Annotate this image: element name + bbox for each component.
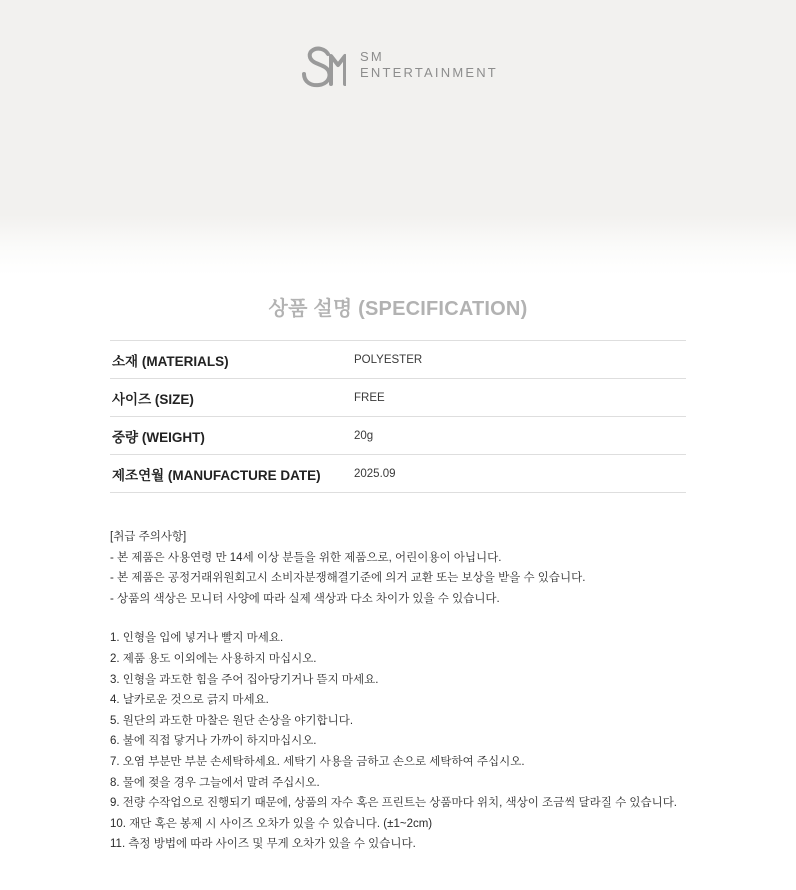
brand-line-1: SM	[360, 48, 384, 64]
brand-logo	[0, 40, 796, 90]
spec-label: 중량 (WEIGHT)	[110, 417, 352, 455]
table-row	[110, 455, 686, 493]
spec-value: 20g	[352, 417, 686, 455]
note-item: 3. 인형을 과도한 힘을 주어 집아당기거나 뜯지 마세요.	[110, 673, 379, 686]
spec-value: POLYESTER	[352, 341, 686, 379]
spec-value: FREE	[352, 379, 686, 417]
note-item: 9. 전량 수작업으로 진행되기 때문에, 상품의 자수 혹은 프린트는 상품마다 위치, 색상이 조금씩 달라질 수 있습니다.	[110, 797, 678, 810]
spec-label: 소재 (MATERIALS)	[110, 341, 352, 379]
note-item: 10. 재단 혹은 봉제 시 사이즈 오차가 있을 수 있습니다. (±1~2cm)	[110, 817, 433, 830]
spec-label: 사이즈 (SIZE)	[110, 379, 352, 417]
caution-notes	[110, 527, 710, 855]
notes-spacer	[110, 609, 710, 628]
spec-section-title: 상품 설명 (SPECIFICATION)	[268, 298, 528, 320]
note-item: 8. 물에 젖을 경우 그늘에서 말려 주십시오.	[110, 776, 320, 789]
note-item: 2. 제품 용도 이외에는 사용하지 마십시오.	[110, 652, 317, 665]
note-item: 6. 불에 직접 닿거나 가까이 하지마십시오.	[110, 735, 317, 748]
caution-line: - 본 제품은 사용연령 만 14세 이상 분들을 위한 제품으로, 어린이용이 아닙니다.	[110, 551, 502, 564]
brand-wordmark	[360, 49, 498, 82]
notes-heading: [취급 주의사항]	[110, 531, 187, 543]
table-row	[110, 417, 686, 455]
table-row	[110, 379, 686, 417]
note-item: 7. 오염 부분만 부분 손세탁하세요. 세탁기 사용을 금하고 손으로 세탁하여 주십시오.	[110, 755, 525, 768]
note-item: 4. 날카로운 것으로 긁지 마세요.	[110, 694, 269, 707]
caution-line: - 상품의 색상은 모니터 사양에 따라 실제 색상과 다소 차이가 있을 수 있습니다.	[110, 592, 500, 605]
band-fade	[0, 215, 796, 275]
brand-line-2: ENTERTAINMENT	[360, 65, 498, 80]
spec-label: 제조연월 (MANUFACTURE DATE)	[110, 455, 352, 493]
spec-value: 2025.09	[352, 455, 686, 493]
caution-line: - 본 제품은 공정거래위원회고시 소비자분쟁해결기준에 의거 교환 또는 보상을 받을 수 있습니다.	[110, 572, 586, 585]
specification-table	[110, 340, 686, 493]
note-item: 5. 원단의 과도한 마찰은 원단 손상을 야기합니다.	[110, 714, 354, 727]
sm-logo-icon	[298, 40, 346, 90]
note-item: 11. 측정 방법에 따라 사이즈 및 무게 오차가 있을 수 있습니다.	[110, 838, 416, 851]
note-item: 1. 인형을 입에 넣거나 빨지 마세요.	[110, 632, 284, 645]
header-band	[0, 0, 796, 215]
table-row	[110, 341, 686, 379]
